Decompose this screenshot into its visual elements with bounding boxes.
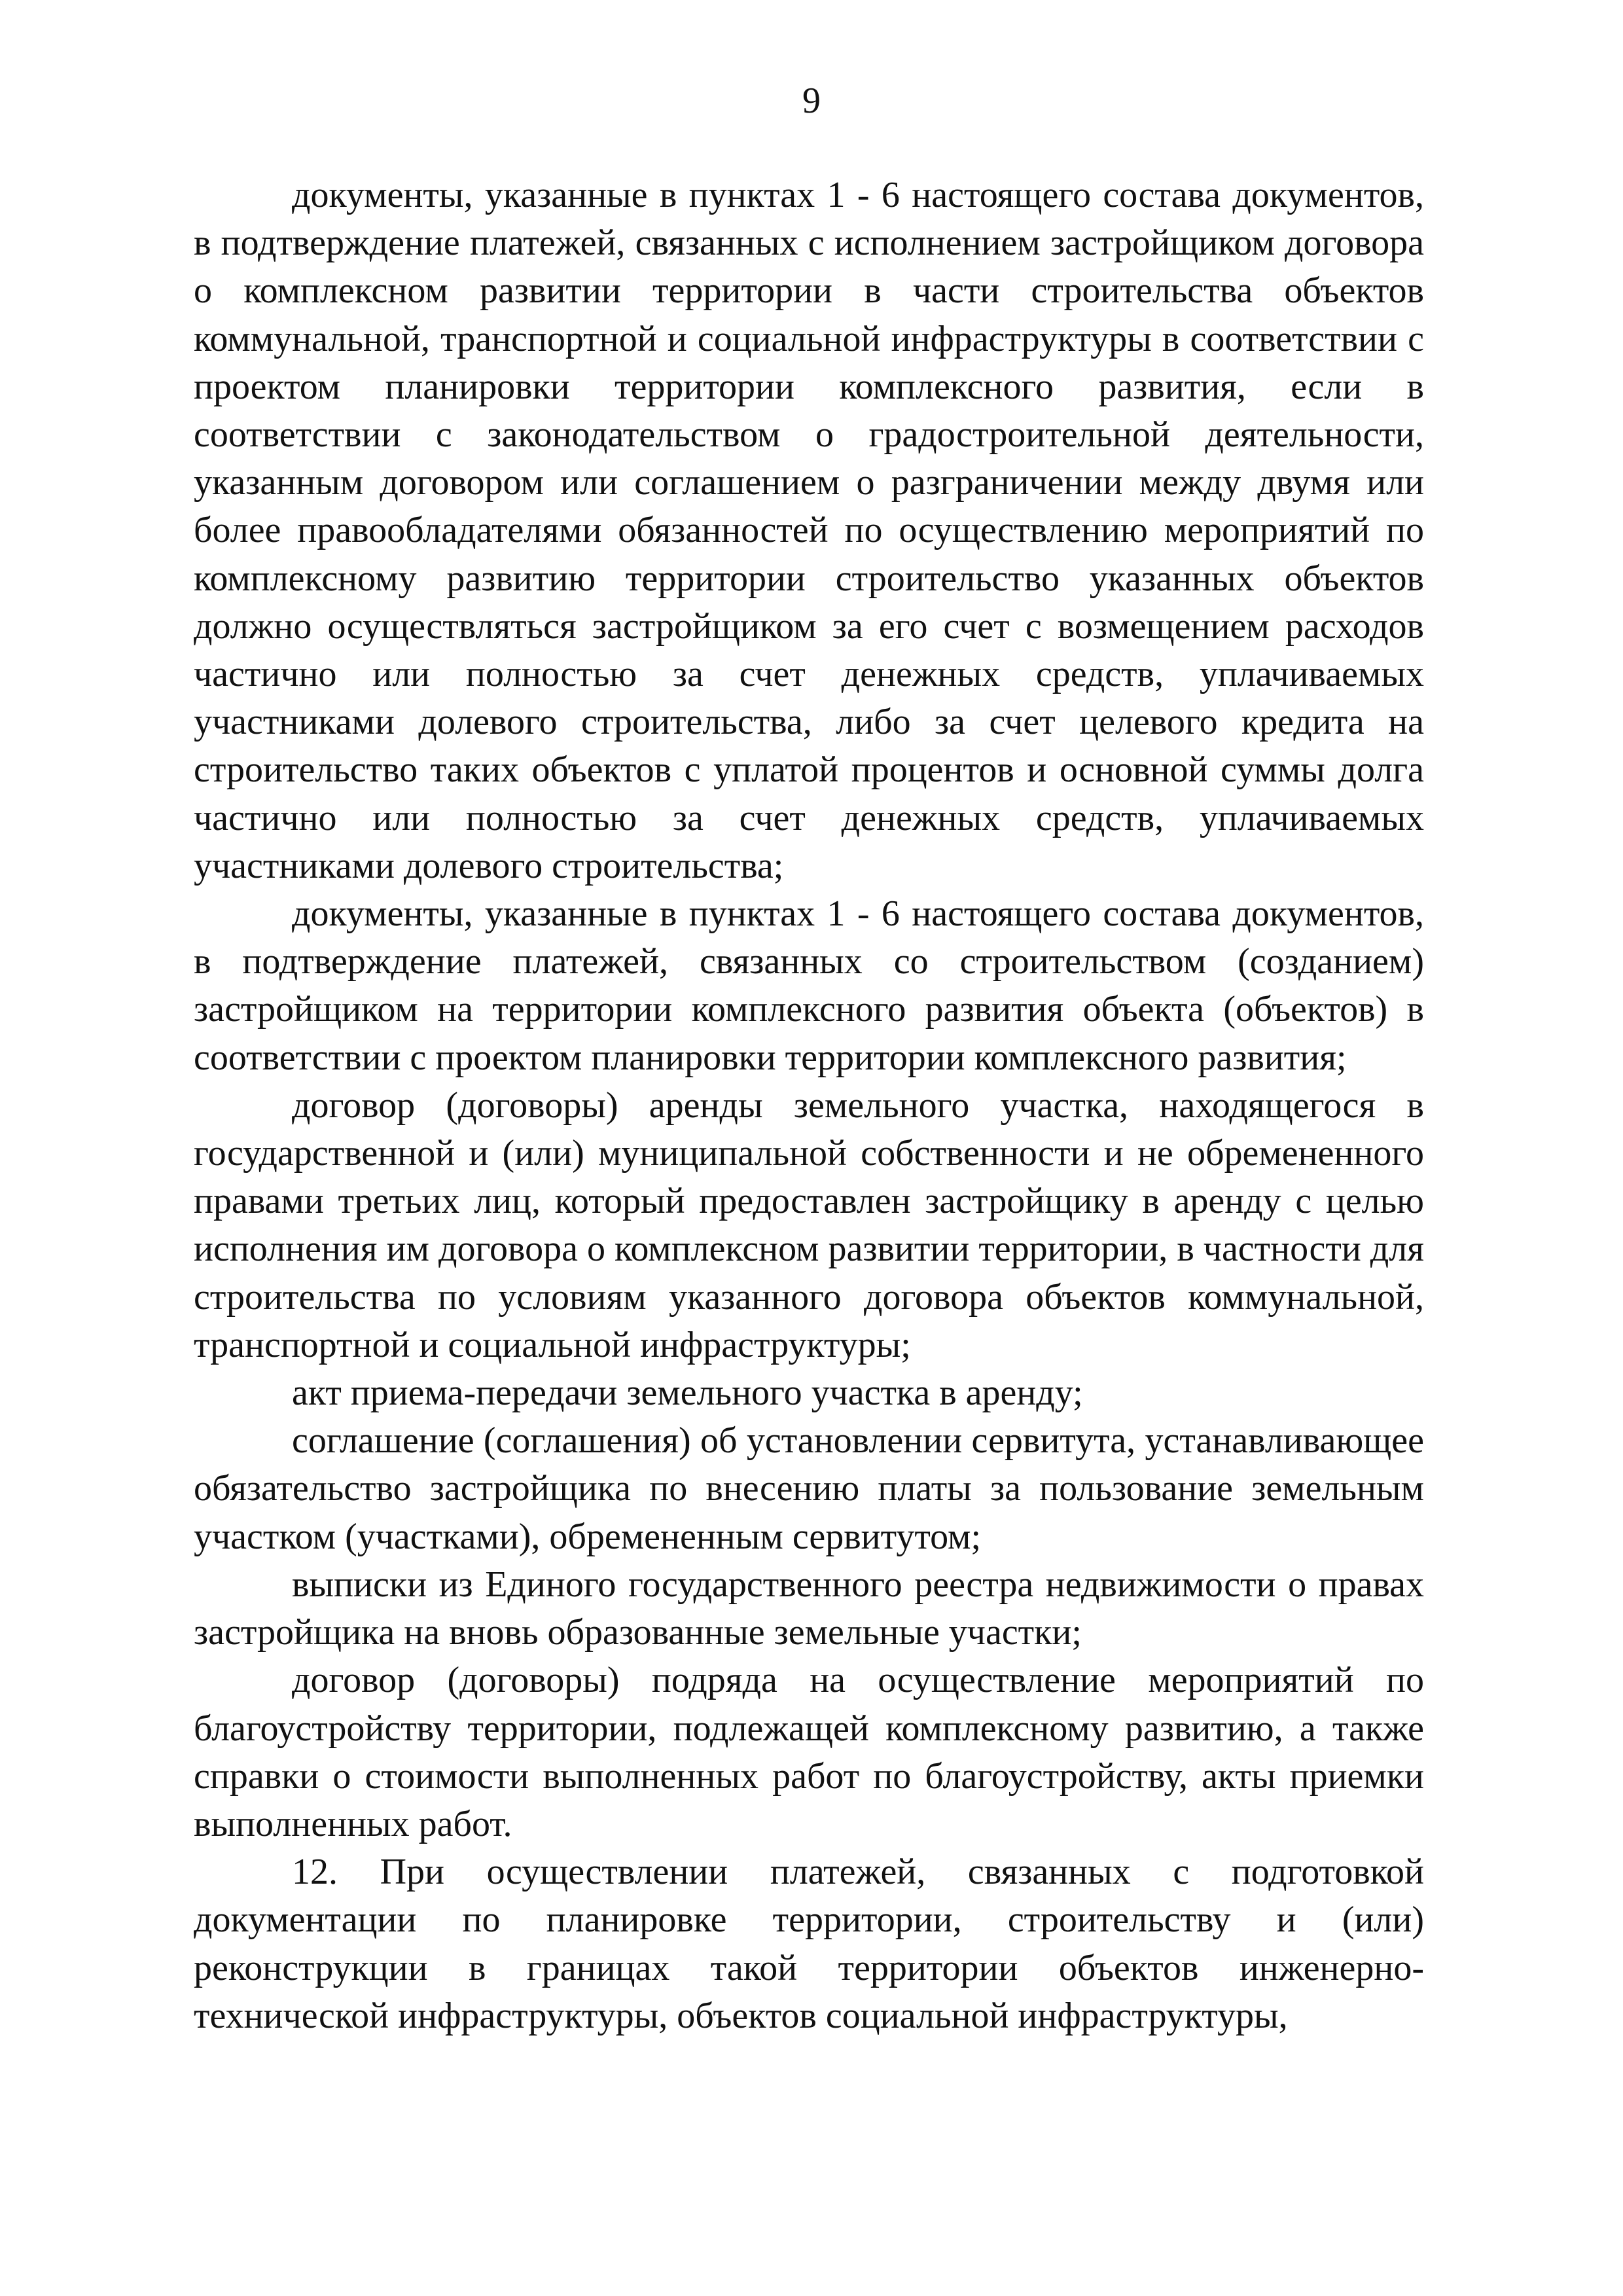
document-body xyxy=(194,171,1424,2040)
paragraph-documents-payments-infrastructure: документы, указанные в пунктах 1 - 6 настоящего состава документов, в подтверждение платежей, связанных с исполнением застройщиком договора о комплексном развитии территории в части строительства объектов коммунальной, транспортной и социальной инфраструктуры в соответствии с проектом планировки территории комплексного развития, если в соответствии с законодательством о градостроительной деятельности, указанным договором или соглашением о разграничении между двумя или более правообладателями обязанностей по осуществлению мероприятий по комплексному развитию территории строительство указанных объектов должно осуществляться застройщиком за его счет с возмещением расходов частично или полностью за счет денежных средств, уплачиваемых участниками долевого строительства, либо за счет целевого кредита на строительство таких объектов с уплатой процентов и основной суммы долга частично или полностью за счет денежных средств, уплачиваемых участниками долевого строительства; xyxy=(194,175,1424,886)
paragraph-improvement-contracts: договор (договоры) подряда на осуществление мероприятий по благоустройству территории, подлежащей комплексному развитию, а также справки о стоимости выполненных работ по благоустройству, акты приемки выполненных работ. xyxy=(194,1660,1424,1844)
paragraph-land-lease-agreement: договор (договоры) аренды земельного участка, находящегося в государственной и (или) муниципальной собственности и не обремененного правами третьих лиц, который предоставлен застройщику в аренду с целью исполнения им договора о комплексном развитии территории, в частности для строительства по условиям указанного договора объектов коммунальной, транспортной и социальной инфраструктуры; xyxy=(194,1085,1424,1365)
paragraph-servitude-agreement: соглашение (соглашения) об установлении сервитута, устанавливающее обязательство застройщика по внесению платы за пользование земельным участком (участками), обремененным сервитутом; xyxy=(194,1420,1424,1557)
page-number: 9 xyxy=(802,81,821,121)
paragraph-documents-payments-construction: документы, указанные в пунктах 1 - 6 настоящего состава документов, в подтверждение платежей, связанных со строительством (созданием) застройщиком на территории комплексного развития объекта (объектов) в соответствии с проектом планировки территории комплексного развития; xyxy=(194,893,1424,1078)
paragraph-item-12: 12. При осуществлении платежей, связанных с подготовкой документации по планировке территории, строительству и (или) реконструкции в границах такой территории объектов инженерно-технической инфраструктуры, объектов социальной инфраструктуры, xyxy=(194,1852,1424,2036)
paragraph-transfer-act: акт приема-передачи земельного участка в аренду; xyxy=(292,1372,1083,1414)
paragraph-registry-extracts: выписки из Единого государственного реестра недвижимости о правах застройщика на вновь образованные земельные участки; xyxy=(194,1564,1424,1653)
